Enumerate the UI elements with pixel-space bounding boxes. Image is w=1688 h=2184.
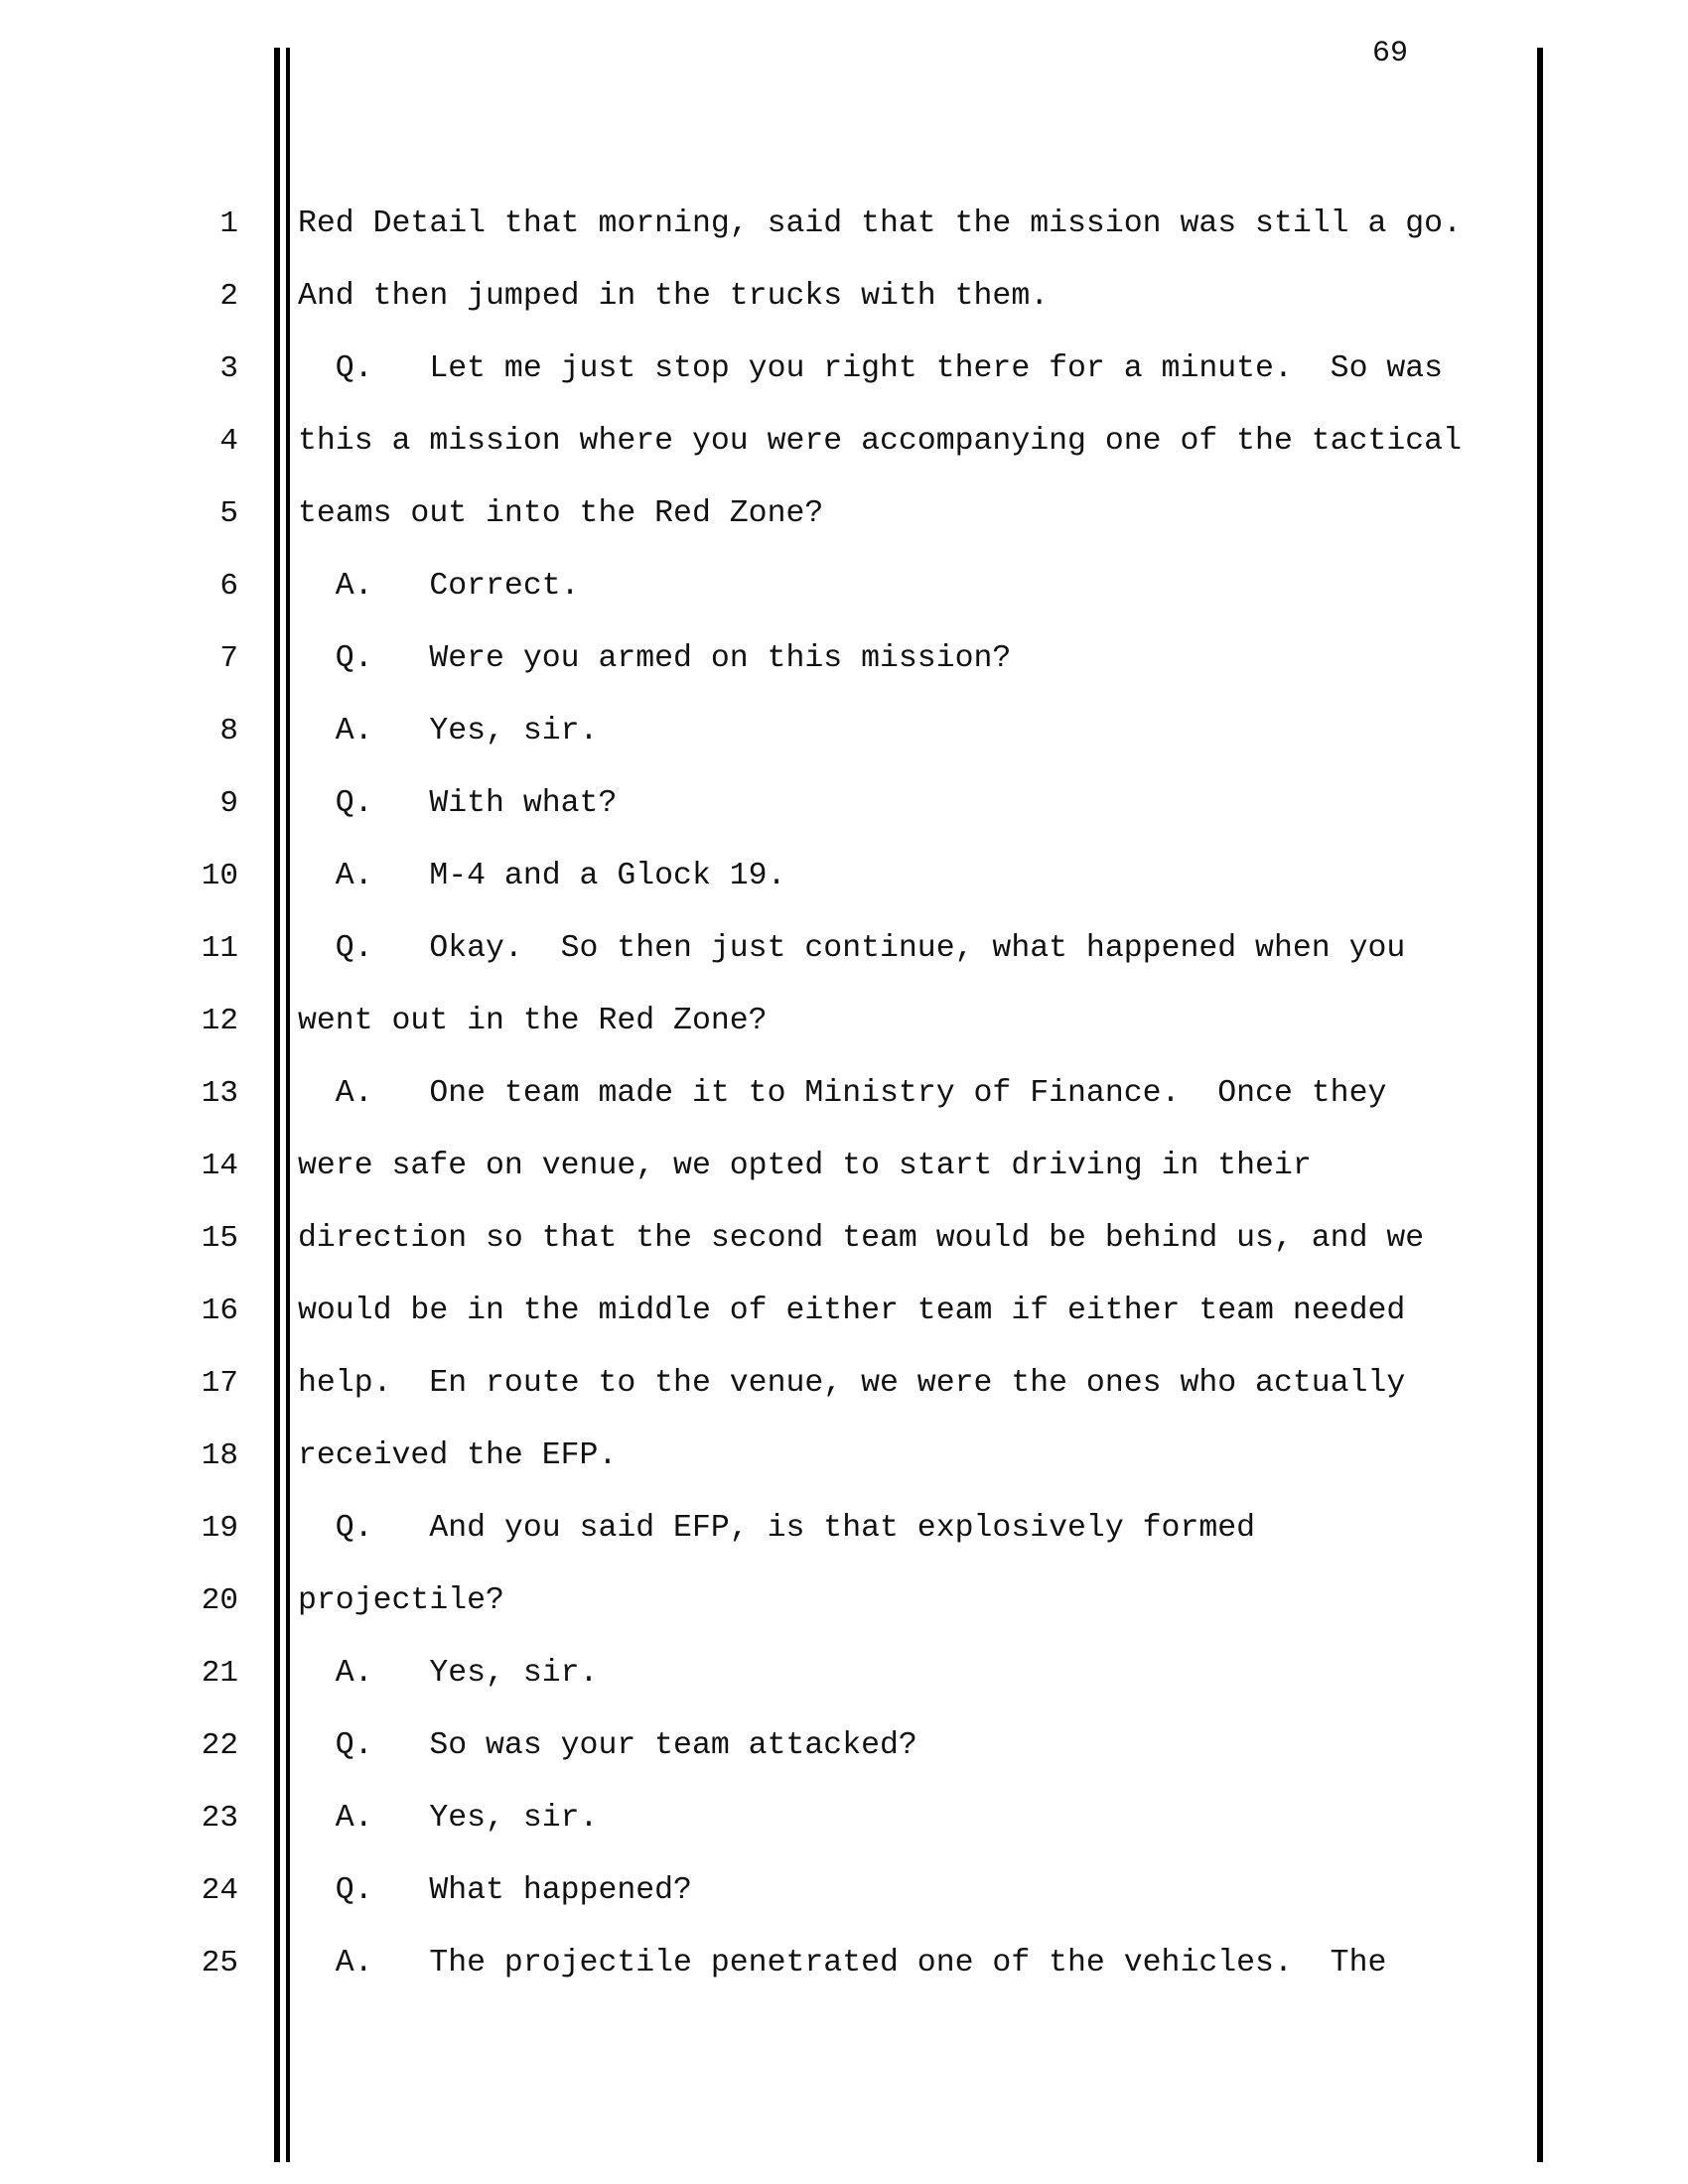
line-number: 15 (201, 1221, 238, 1256)
line-number: 7 (219, 641, 238, 676)
line-number: 10 (201, 859, 238, 893)
transcript-line (0, 992, 1688, 1064)
line-number: 25 (201, 1946, 238, 1980)
line-text: Q. And you said EFP, is that explosively formed (298, 1511, 1256, 1546)
line-text: A. Yes, sir. (298, 714, 599, 749)
line-number: 2 (219, 279, 238, 314)
transcript-line (0, 1789, 1688, 1861)
line-number: 22 (201, 1728, 238, 1763)
line-text: help. En route to the venue, we were the ones who actually (298, 1366, 1406, 1401)
transcript-line (0, 484, 1688, 557)
line-number: 6 (219, 569, 238, 604)
line-text: Q. With what? (298, 786, 618, 821)
line-text: A. Yes, sir. (298, 1801, 599, 1836)
transcript-line (0, 1064, 1688, 1137)
transcript-line (0, 1934, 1688, 2006)
transcript-line (0, 702, 1688, 774)
transcript-line (0, 195, 1688, 267)
line-number: 8 (219, 714, 238, 749)
transcript-line (0, 1282, 1688, 1354)
line-text: Q. So was your team attacked? (298, 1728, 917, 1763)
line-text: went out in the Red Zone? (298, 1004, 768, 1038)
line-number: 12 (201, 1004, 238, 1038)
line-number: 3 (219, 351, 238, 386)
transcript-line (0, 1209, 1688, 1282)
line-number: 23 (201, 1801, 238, 1836)
line-number: 17 (201, 1366, 238, 1401)
transcript-line (0, 1644, 1688, 1716)
line-text: projectile? (298, 1583, 504, 1618)
line-text: Red Detail that morning, said that the mission was still a go. (298, 206, 1462, 241)
transcript-line (0, 1427, 1688, 1499)
transcript-line (0, 1137, 1688, 1209)
transcript-line (0, 919, 1688, 992)
line-number: 14 (201, 1149, 238, 1183)
line-text: Q. What happened? (298, 1873, 692, 1908)
transcript-line (0, 1571, 1688, 1644)
line-text: would be in the middle of either team if either team needed (298, 1294, 1406, 1328)
line-text: A. One team made it to Ministry of Finance. Once they (298, 1076, 1387, 1111)
line-number: 16 (201, 1294, 238, 1328)
line-number: 11 (201, 931, 238, 966)
transcript-line (0, 774, 1688, 847)
transcript-line (0, 267, 1688, 340)
line-text: A. Yes, sir. (298, 1656, 599, 1691)
transcript-line (0, 557, 1688, 629)
line-number: 24 (201, 1873, 238, 1908)
transcript-line (0, 340, 1688, 412)
line-number: 20 (201, 1583, 238, 1618)
line-number: 21 (201, 1656, 238, 1691)
line-number: 5 (219, 496, 238, 531)
transcript-line (0, 847, 1688, 919)
transcript-line (0, 1716, 1688, 1789)
transcript-line (0, 1354, 1688, 1427)
page-number: 69 (1371, 37, 1408, 70)
line-number: 13 (201, 1076, 238, 1111)
line-text: A. Correct. (298, 569, 580, 604)
transcript-line (0, 629, 1688, 702)
line-text: Q. Okay. So then just continue, what happened when you (298, 931, 1406, 966)
line-text: Q. Let me just stop you right there for a minute. So was (298, 351, 1444, 386)
line-number: 4 (219, 424, 238, 459)
line-text: were safe on venue, we opted to start driving in their (298, 1149, 1312, 1183)
transcript-lines (0, 195, 1688, 2006)
transcript-line (0, 1861, 1688, 1934)
line-text: teams out into the Red Zone? (298, 496, 824, 531)
line-text: direction so that the second team would be behind us, and we (298, 1221, 1425, 1256)
line-text: And then jumped in the trucks with them. (298, 279, 1050, 314)
line-text: this a mission where you were accompanying one of the tactical (298, 424, 1462, 459)
line-number: 19 (201, 1511, 238, 1546)
transcript-line (0, 412, 1688, 484)
line-number: 1 (219, 206, 238, 241)
transcript-line (0, 1499, 1688, 1571)
line-text: Q. Were you armed on this mission? (298, 641, 1012, 676)
line-text: A. M-4 and a Glock 19. (298, 859, 786, 893)
line-number: 9 (219, 786, 238, 821)
line-text: received the EFP. (298, 1438, 618, 1473)
line-number: 18 (201, 1438, 238, 1473)
line-text: A. The projectile penetrated one of the vehicles. The (298, 1946, 1387, 1980)
